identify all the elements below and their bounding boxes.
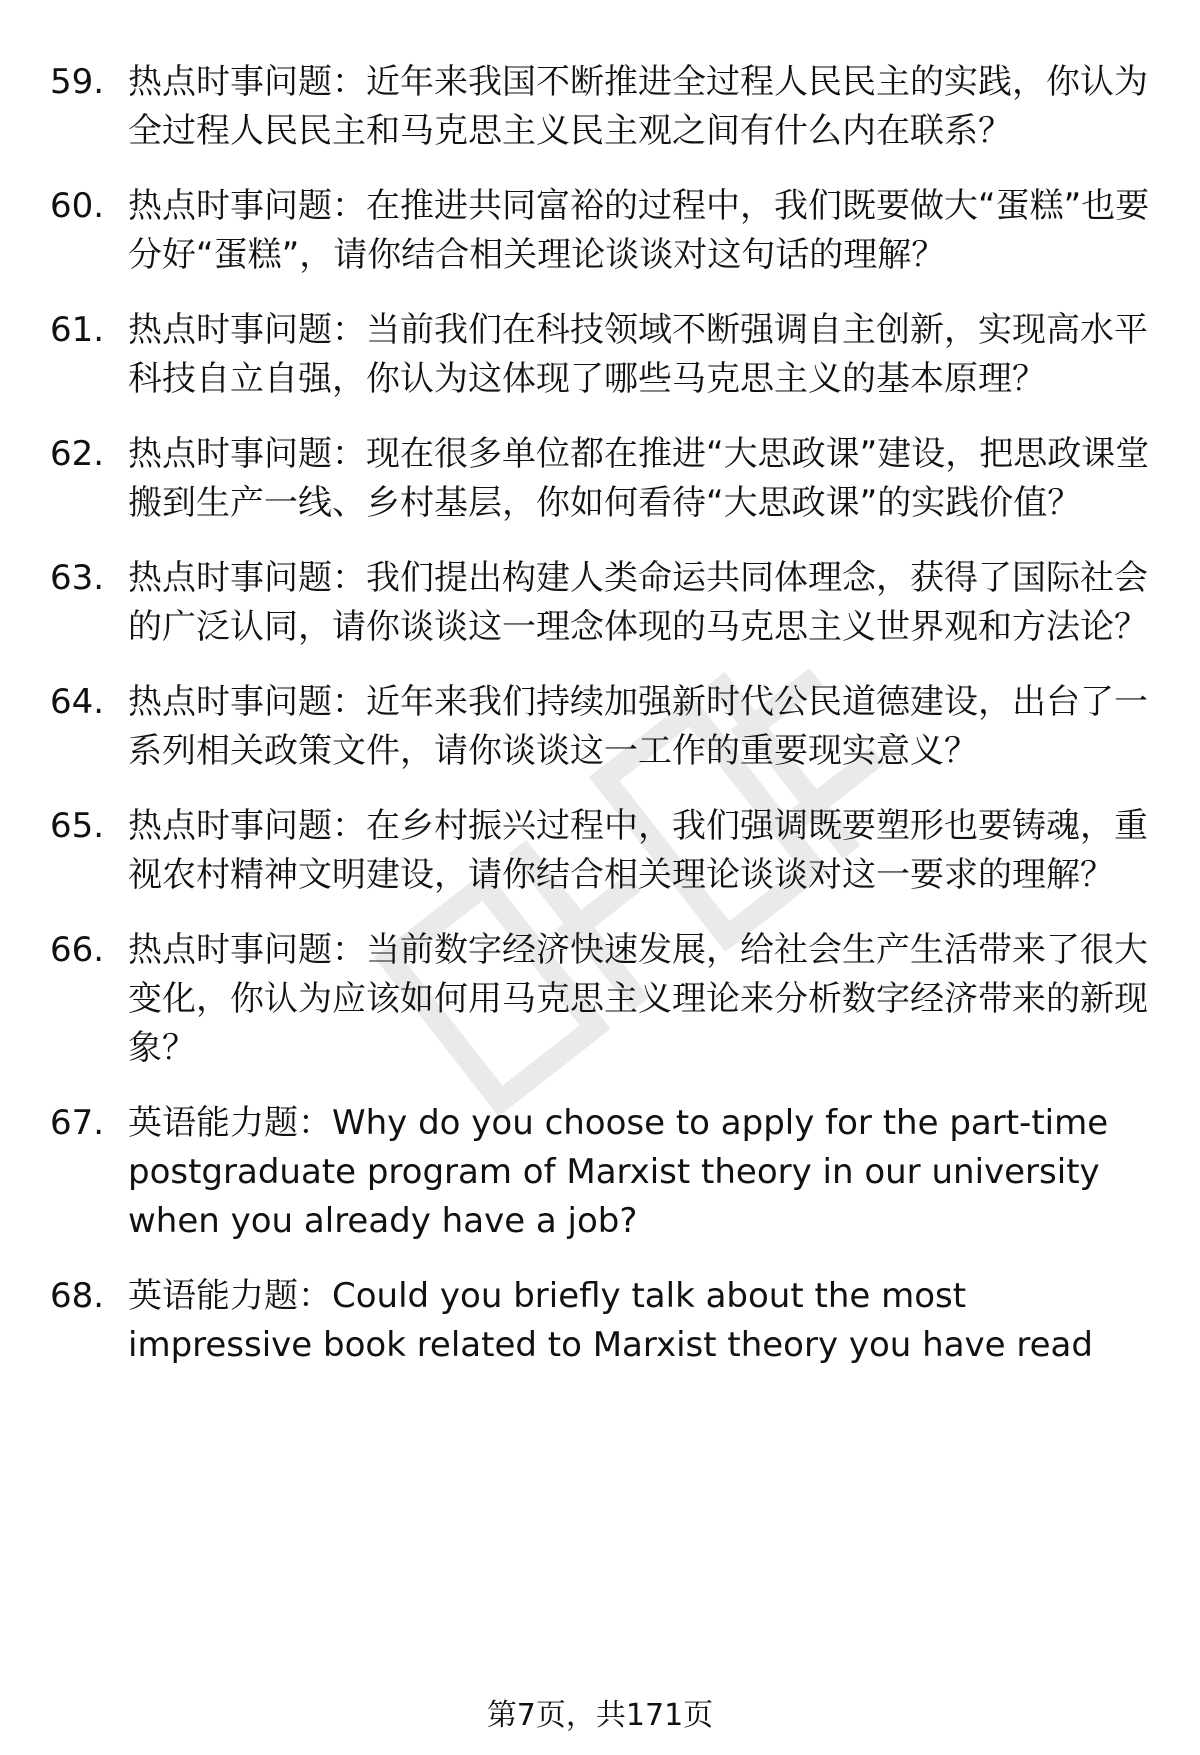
- question-text: 热点时事问题：近年来我们持续加强新时代公民道德建设，出台了一系列相关政策文件，请你谈谈这一工作的重要现实意义？: [128, 682, 1148, 771]
- question-text: 热点时事问题：在乡村振兴过程中，我们强调既要塑形也要铸魂，重视农村精神文明建设，请你结合相关理论谈谈对这一要求的理解？: [128, 806, 1148, 895]
- question-number: 63.: [50, 558, 105, 598]
- question-number: 67.: [50, 1103, 105, 1143]
- question-text: 热点时事问题：近年来我国不断推进全过程人民民主的实践，你认为全过程人民民主和马克思主义民主观之间有什么内在联系？: [128, 62, 1148, 151]
- list-item: [50, 1272, 1160, 1370]
- question-text: 英语能力题：Why do you choose to apply for the part-time postgraduate program of Marxist theory in our university when you already have a job?: [128, 1103, 1109, 1241]
- question-text: 热点时事问题：我们提出构建人类命运共同体理念，获得了国际社会的广泛认同，请你谈谈这一理念体现的马克思主义世界观和方法论？: [128, 558, 1148, 647]
- list-item: [50, 926, 1160, 1073]
- list-item: [50, 58, 1160, 156]
- list-item: [50, 678, 1160, 776]
- question-number: 60.: [50, 186, 105, 226]
- list-item: [50, 306, 1160, 404]
- question-number: 66.: [50, 930, 105, 970]
- question-number: 68.: [50, 1276, 105, 1316]
- question-list: [50, 58, 1160, 1396]
- question-text: 热点时事问题：在推进共同富裕的过程中，我们既要做大“蛋糕”也要分好“蛋糕”，请你结合相关理论谈谈对这句话的理解？: [128, 186, 1150, 275]
- question-text: 英语能力题：Could you briefly talk about the most impressive book related to Marxist theory you have read: [128, 1276, 1093, 1365]
- list-item: [50, 802, 1160, 900]
- list-item: [50, 182, 1160, 280]
- question-number: 64.: [50, 682, 105, 722]
- list-item: [50, 554, 1160, 652]
- question-number: 61.: [50, 310, 105, 350]
- page-footer: 第7页，共171页: [486, 1698, 714, 1733]
- question-number: 59.: [50, 62, 105, 102]
- question-text: 热点时事问题：现在很多单位都在推进“大思政课”建设，把思政课堂搬到生产一线、乡村基层，你如何看待“大思政课”的实践价值？: [128, 434, 1150, 523]
- question-text: 热点时事问题：当前我们在科技领域不断强调自主创新，实现高水平科技自立自强，你认为这体现了哪些马克思主义的基本原理？: [128, 310, 1148, 399]
- question-number: 65.: [50, 806, 105, 846]
- list-item: [50, 430, 1160, 528]
- question-text: 热点时事问题：当前数字经济快速发展，给社会生产生活带来了很大变化，你认为应该如何用马克思主义理论来分析数字经济带来的新现象？: [128, 930, 1148, 1068]
- question-number: 62.: [50, 434, 105, 474]
- list-item: [50, 1099, 1160, 1246]
